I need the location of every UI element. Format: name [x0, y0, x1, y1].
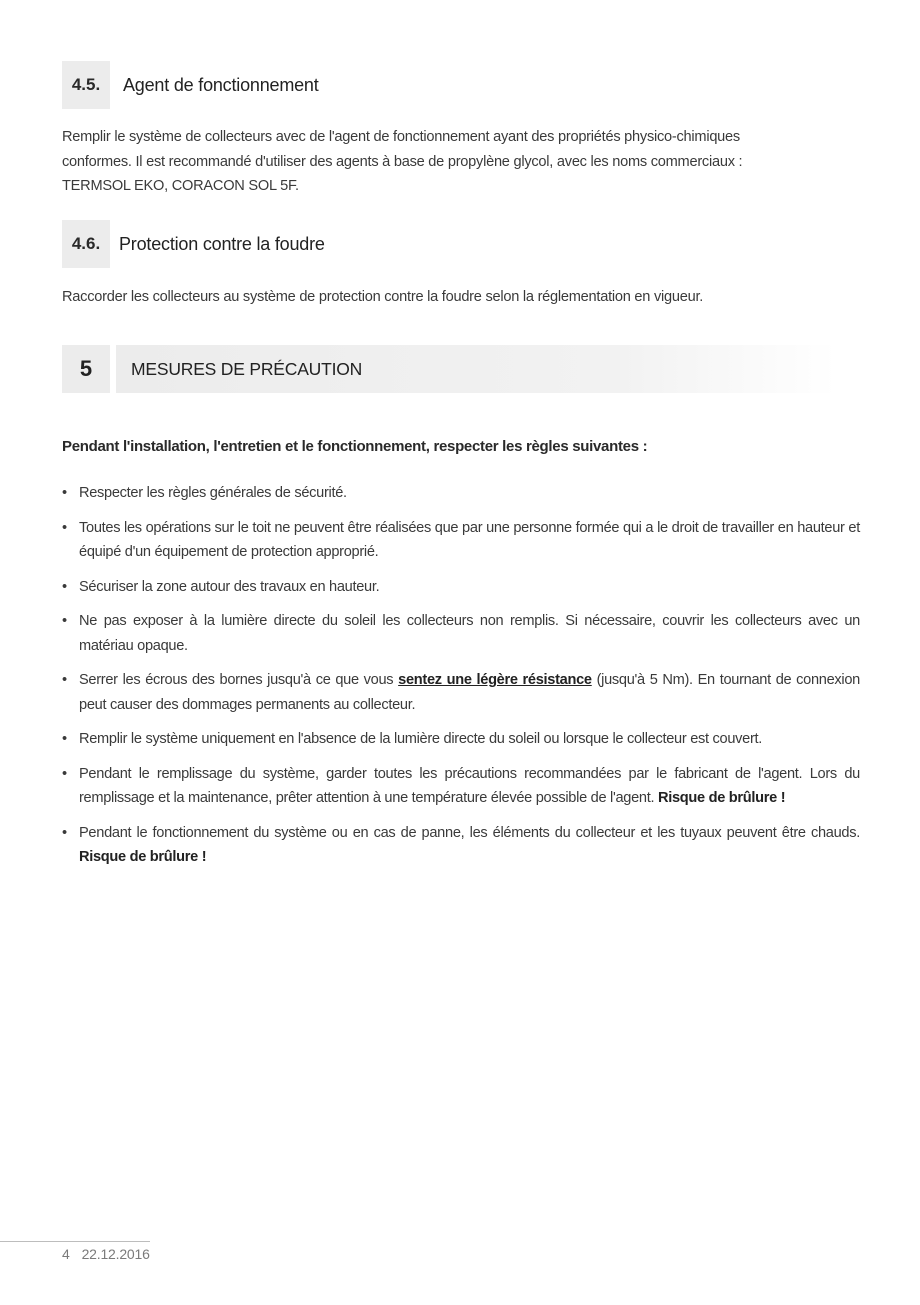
- list-item: [62, 609, 860, 658]
- list-item: [62, 668, 860, 717]
- chapter-title: MESURES DE PRÉCAUTION: [131, 358, 363, 379]
- chapter-number: 5: [62, 345, 110, 393]
- section-title: Agent de fonctionnement: [123, 74, 319, 95]
- page-number: 4: [62, 1246, 70, 1262]
- burn-risk-warning: Risque de brûlure !: [657, 790, 786, 806]
- document-date: 22.12.2016: [81, 1246, 150, 1262]
- list-item-text: Pendant le remplissage du système, garder toutes les précautions recommandées par le fabricant de l'agent. Lors du remplissage et la maintenance, prêter attention à une température élevée possible de l'agent.: [79, 765, 860, 806]
- list-item: [62, 727, 860, 752]
- burn-risk-warning: Risque de brûlure !: [79, 849, 207, 865]
- section-4-6-heading: [62, 220, 325, 268]
- section-4-6-text: Raccorder les collecteurs au système de protection contre la foudre selon la réglementation en vigueur.: [62, 289, 704, 305]
- list-item: [62, 762, 860, 811]
- chapter-heading-bar: [116, 345, 836, 393]
- section-title: Protection contre la foudre: [119, 233, 325, 254]
- list-item-text: Ne pas exposer à la lumière directe du soleil les collecteurs non remplis. Si nécessaire, couvrir les collecteurs avec un matériau opaque.: [79, 613, 860, 654]
- section-number: 4.6.: [62, 220, 110, 268]
- precautions-list: [62, 481, 860, 870]
- list-item-text: (jusqu'à 5 Nm). En tournant de connexion peut causer des dommages permanents au collecteur.: [79, 672, 860, 713]
- list-item-text: Respecter les règles générales de sécurité.: [79, 485, 347, 501]
- emphasis-text: sentez une légère résistance: [398, 672, 592, 688]
- list-item: [62, 575, 860, 600]
- list-item: [62, 821, 860, 870]
- list-item-text: Toutes les opérations sur le toit ne peuvent être réalisées que par une personne formée qui a le droit de travailler en hauteur et équipé d'un équipement de protection approprié.: [79, 519, 860, 560]
- list-item: [62, 516, 860, 565]
- precautions-intro: Pendant l'installation, l'entretien et le fonctionnement, respecter les règles suivantes :: [62, 438, 648, 455]
- list-item-text: Sécuriser la zone autour des travaux en hauteur.: [79, 578, 380, 595]
- list-item-text: Remplir le système uniquement en l'absence de la lumière directe du soleil ou lorsque le collecteur est couvert.: [79, 731, 763, 747]
- section-number: 4.5.: [62, 61, 110, 109]
- section-4-5-text: Remplir le système de collecteurs avec de l'agent de fonctionnement ayant des propriétés physico-chimiques conformes. Il est recommandé d'utiliser des agents à base de propylène glycol, avec les noms commerciaux : TERMSOL EKO, CORACON SOL 5F.: [62, 129, 743, 194]
- list-item: [62, 481, 860, 506]
- page-footer: [62, 1246, 150, 1262]
- section-4-5-heading: [62, 61, 319, 109]
- list-item-text: Pendant le fonctionnement du système ou en cas de panne, les éléments du collecteur et les tuyaux peuvent être chauds.: [79, 824, 860, 841]
- footer-divider: [0, 1241, 150, 1242]
- list-item-text: Serrer les écrous des bornes jusqu'à ce que vous: [79, 672, 399, 688]
